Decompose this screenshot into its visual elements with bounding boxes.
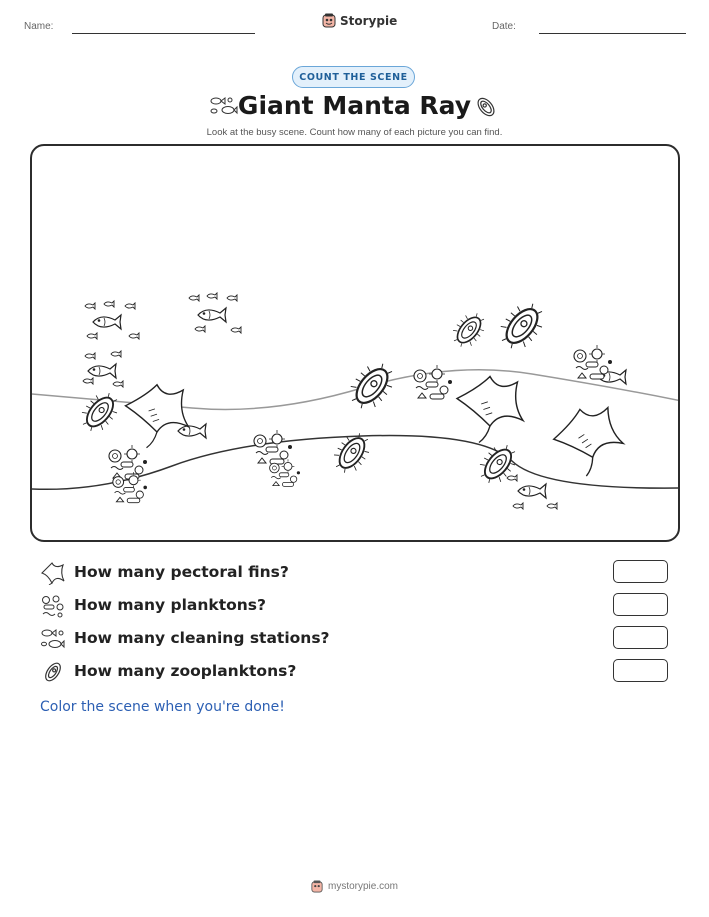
question-row-pectoral-fins	[40, 560, 670, 586]
page-title: Giant Manta Ray	[237, 91, 472, 120]
answer-box-zooplanktons[interactable]	[613, 659, 668, 682]
footer-url[interactable]: mystorypie.com	[327, 881, 398, 892]
question-text: How many cleaning stations?	[74, 629, 330, 647]
zooplankton-icon	[474, 95, 498, 119]
plankton-icon	[40, 594, 66, 618]
answer-box-planktons[interactable]	[613, 593, 668, 616]
question-text: How many planktons?	[74, 596, 267, 614]
question-row-zooplanktons	[40, 659, 670, 685]
storypie-mascot-icon	[322, 13, 336, 28]
count-scene	[30, 144, 680, 542]
date-label: Date:	[492, 21, 516, 32]
zooplankton-icon	[40, 660, 66, 684]
question-row-cleaning-stations	[40, 626, 670, 652]
cleaning-station-icon	[40, 627, 66, 651]
date-line[interactable]	[539, 33, 686, 34]
color-instruction: Color the scene when you're done!	[40, 699, 285, 715]
activity-badge: COUNT THE SCENE	[292, 66, 415, 88]
manta-ray-icon	[40, 561, 66, 585]
name-line[interactable]	[72, 33, 255, 34]
question-text: How many pectoral fins?	[74, 563, 289, 581]
answer-box-pectoral-fins[interactable]	[613, 560, 668, 583]
scene-illustration	[32, 146, 680, 542]
footer	[0, 880, 709, 893]
answer-box-cleaning-stations[interactable]	[613, 626, 668, 649]
instructions: Look at the busy scene. Count how many of each picture you can find.	[206, 127, 503, 138]
brand-name: Storypie	[340, 13, 398, 28]
question-row-planktons	[40, 593, 670, 619]
question-text: How many zooplanktons?	[74, 662, 297, 680]
storypie-mascot-icon	[311, 880, 323, 893]
name-label: Name:	[24, 21, 54, 32]
brand-logo	[322, 13, 397, 28]
